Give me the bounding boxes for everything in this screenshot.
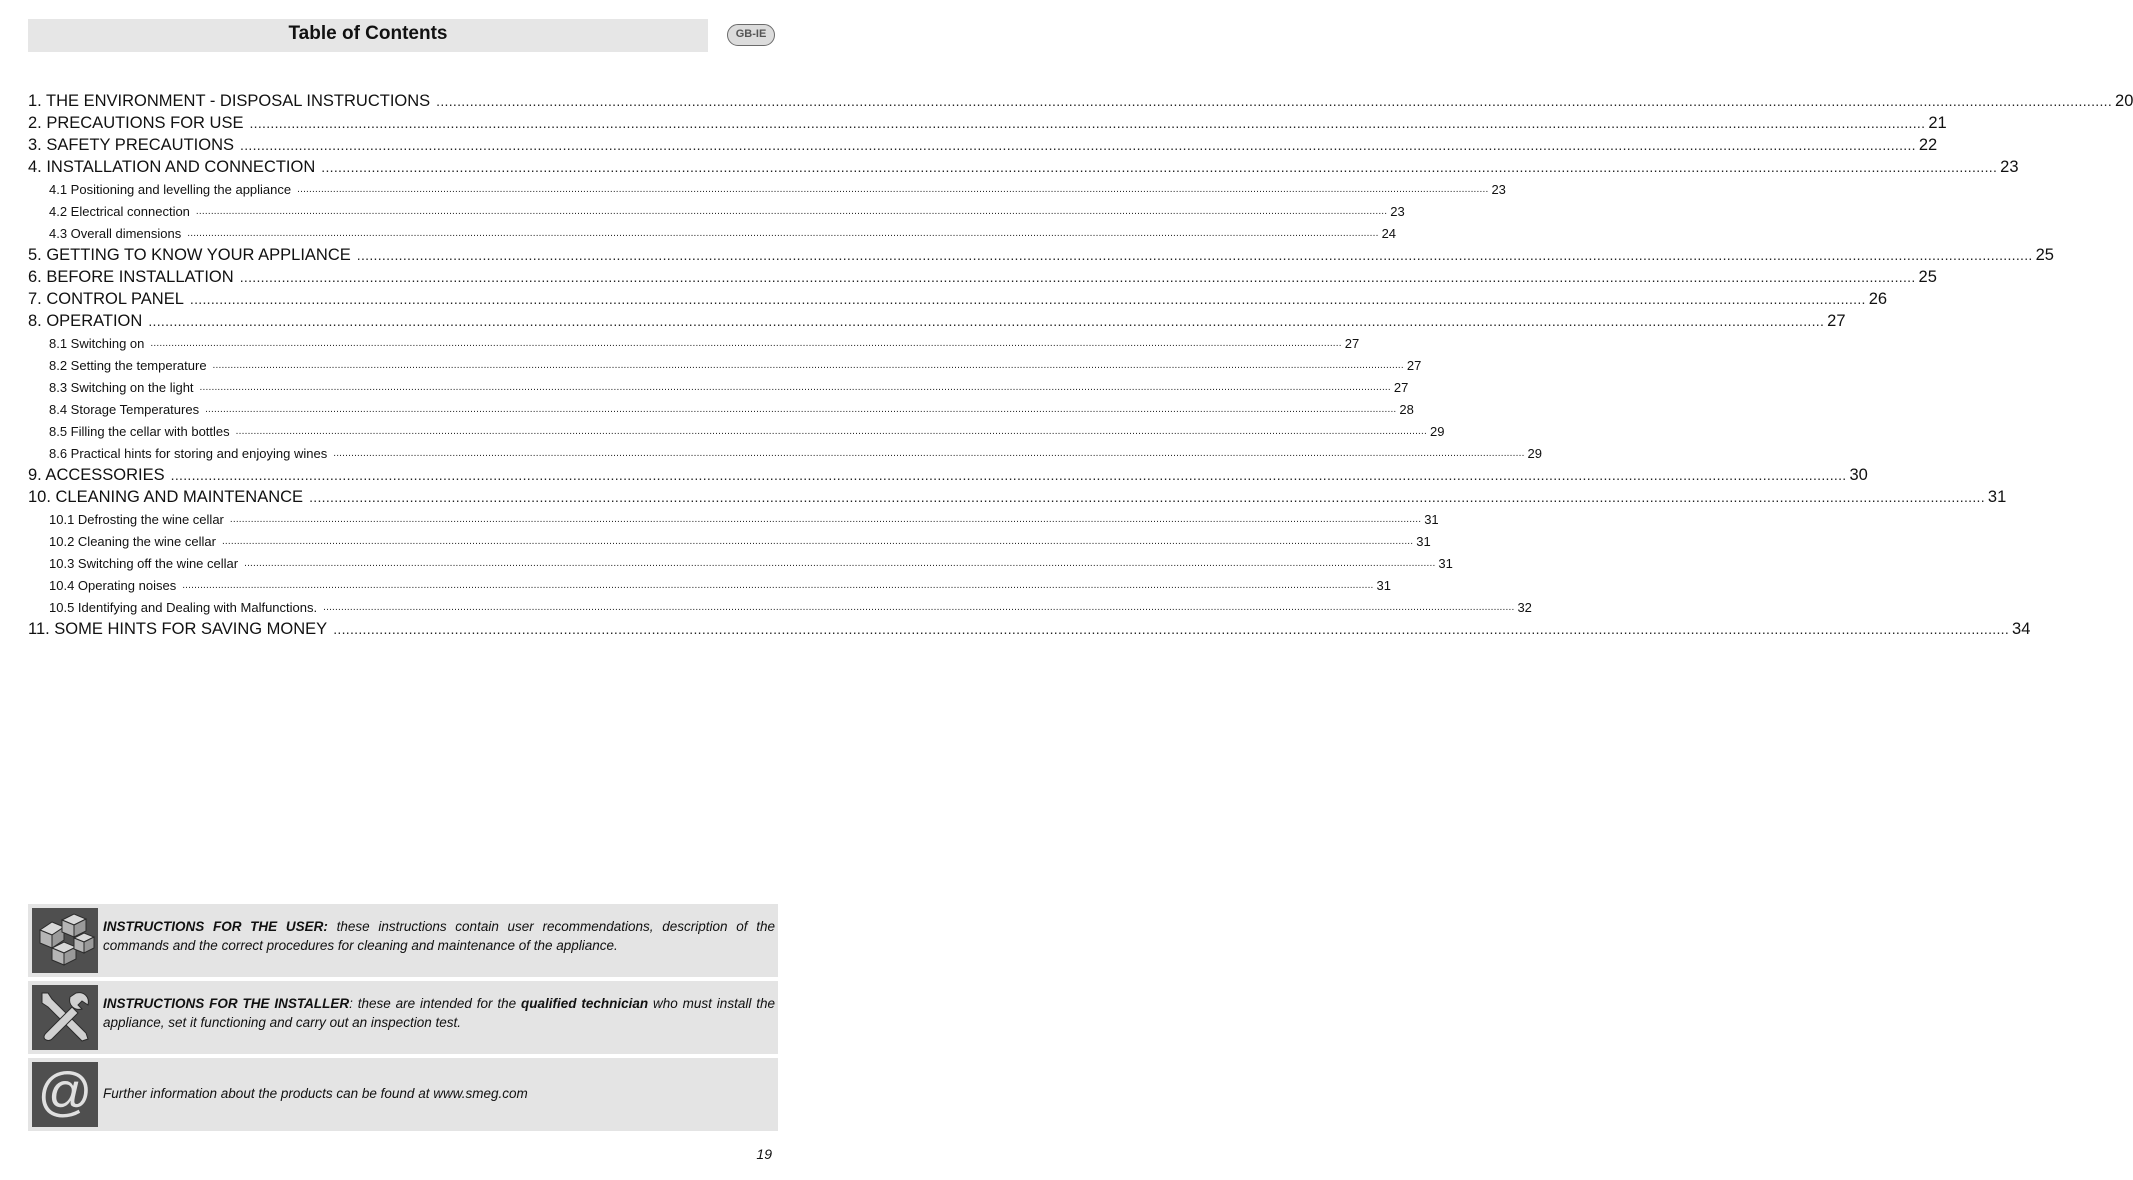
user-instructions-body: these instructions contain user recommendations, description of the commands and the correct procedures for cleaning and maintenance of the appliance. [103, 919, 775, 953]
installer-instructions-heading: INSTRUCTIONS FOR THE INSTALLER [103, 996, 350, 1011]
toc-chapter-entry [28, 486, 2007, 508]
toc-chapter-entry [28, 464, 1868, 486]
toc-dot-leader: ................................................................................................................................................................................................................................................................................................................................................................................................................ [333, 621, 2010, 637]
toc-chapter-entry [28, 244, 2054, 266]
toc-chapter-entry [28, 618, 2031, 640]
toc-entry-label: 4. INSTALLATION AND CONNECTION [28, 158, 316, 176]
toc-entry-label: 7. CONTROL PANEL [28, 290, 184, 308]
toc-entry-label: 4.1 Positioning and levelling the appliance [49, 182, 292, 197]
wrench-screwdriver-icon [32, 985, 98, 1050]
toc-dot-leader: ................................................................................................................................................................................................................................................................................................................................................................................................................ [229, 514, 1422, 525]
toc-dot-leader: ................................................................................................................................................................................................................................................................................................................................................................................................................ [356, 247, 2033, 263]
toc-entry-page: 31 [1376, 578, 1391, 593]
toc-entry-label: 8.3 Switching on the light [49, 380, 194, 395]
toc-entry-label: 10.1 Defrosting the wine cellar [49, 512, 224, 527]
toc-dot-leader: ................................................................................................................................................................................................................................................................................................................................................................................................................ [170, 467, 1847, 483]
toc-dot-leader: ................................................................................................................................................................................................................................................................................................................................................................................................................ [333, 448, 1525, 459]
toc-entry-page: 31 [1438, 556, 1453, 571]
toc-dot-leader: ................................................................................................................................................................................................................................................................................................................................................................................................................ [297, 184, 1489, 195]
toc-section-entry [28, 442, 1543, 464]
toc-entry-page: 20 [2115, 92, 2133, 110]
toc-section-entry [28, 596, 1532, 618]
toc-chapter-entry [28, 90, 2133, 112]
at-sign-icon [32, 1062, 98, 1127]
toc-entry-label: 8.6 Practical hints for storing and enjoying wines [49, 446, 328, 461]
toc-entry-label: 10. CLEANING AND MAINTENANCE [28, 488, 304, 506]
toc-dot-leader: ................................................................................................................................................................................................................................................................................................................................................................................................................ [436, 93, 2113, 109]
toc-section-entry [28, 398, 1414, 420]
toc-dot-leader: ................................................................................................................................................................................................................................................................................................................................................................................................................ [189, 291, 1866, 307]
toc-entry-page: 26 [1868, 290, 1888, 308]
user-instructions-text [103, 917, 775, 955]
ice-cubes-icon [32, 908, 98, 973]
toc-entry-label: 8.5 Filling the cellar with bottles [49, 424, 230, 439]
toc-entry-page: 31 [1416, 534, 1431, 549]
toc-entry-label: 1. THE ENVIRONMENT - DISPOSAL INSTRUCTIONS [28, 92, 431, 110]
toc-section-entry [28, 376, 1409, 398]
toc-dot-leader: ................................................................................................................................................................................................................................................................................................................................................................................................................ [240, 137, 1916, 153]
toc-chapter-entry [28, 112, 1947, 134]
toc-entry-page: 29 [1527, 446, 1543, 461]
toc-dot-leader: ................................................................................................................................................................................................................................................................................................................................................................................................................ [321, 159, 1998, 175]
toc-entry-page: 25 [1918, 268, 1937, 286]
toc-entry-page: 31 [1424, 512, 1439, 527]
toc-entry-label: 10.5 Identifying and Dealing with Malfunctions. [49, 600, 318, 615]
toc-entry-label: 11. SOME HINTS FOR SAVING MONEY [28, 620, 328, 638]
toc-section-entry [28, 354, 1422, 376]
toc-entry-page: 23 [2000, 158, 2019, 176]
toc-dot-leader: ................................................................................................................................................................................................................................................................................................................................................................................................................ [212, 360, 1404, 371]
toc-dot-leader: ................................................................................................................................................................................................................................................................................................................................................................................................................ [244, 558, 1436, 569]
toc-section-entry [28, 200, 1405, 222]
toc-entry-label: 2. PRECAUTIONS FOR USE [28, 114, 244, 132]
toc-entry-page: 25 [2035, 246, 2054, 264]
toc-entry-label: 4.3 Overall dimensions [49, 226, 182, 241]
toc-section-entry [28, 508, 1439, 530]
toc-section-entry [28, 420, 1445, 442]
installer-instructions-body-1: : these are intended for the [349, 996, 521, 1011]
toc-entry-label: 10.2 Cleaning the wine cellar [49, 534, 216, 549]
toc-dot-leader: ................................................................................................................................................................................................................................................................................................................................................................................................................ [199, 382, 1391, 393]
toc-entry-page: 27 [1344, 336, 1360, 351]
web-info-text: Further information about the products can be found at www.smeg.com [103, 1086, 528, 1101]
toc-chapter-entry [28, 134, 1938, 156]
toc-dot-leader: ................................................................................................................................................................................................................................................................................................................................................................................................................ [150, 338, 1342, 349]
toc-entry-page: 23 [1390, 204, 1405, 219]
toc-entry-label: 10.4 Operating noises [49, 578, 177, 593]
toc-entry-label: 8.4 Storage Temperatures [49, 402, 200, 417]
toc-entry-page: 27 [1393, 380, 1409, 395]
toc-dot-leader: ................................................................................................................................................................................................................................................................................................................................................................................................................ [309, 489, 1985, 505]
at-sign-glyph: @ [37, 1062, 93, 1122]
toc-dot-leader: ................................................................................................................................................................................................................................................................................................................................................................................................................ [249, 115, 1926, 131]
toc-entry-page: 24 [1381, 226, 1397, 241]
toc-entry-page: 27 [1406, 358, 1422, 373]
toc-dot-leader: ................................................................................................................................................................................................................................................................................................................................................................................................................ [235, 426, 1427, 437]
installer-instructions-text [103, 994, 775, 1032]
toc-entry-page: 30 [1849, 466, 1868, 484]
table-of-contents [28, 90, 2133, 640]
web-info-box [28, 1058, 778, 1131]
toc-entry-page: 22 [1918, 136, 1938, 154]
toc-section-entry [28, 530, 1431, 552]
toc-entry-page: 29 [1429, 424, 1445, 439]
toc-entry-page: 31 [1987, 488, 2007, 506]
toc-section-entry [28, 574, 1391, 596]
toc-entry-label: 4.2 Electrical connection [49, 204, 190, 219]
toc-entry-label: 8.1 Switching on [49, 336, 145, 351]
toc-entry-label: 5. GETTING TO KNOW YOUR APPLIANCE [28, 246, 351, 264]
toc-entry-label: 3. SAFETY PRECAUTIONS [28, 136, 234, 154]
toc-dot-leader: ................................................................................................................................................................................................................................................................................................................................................................................................................ [205, 404, 1397, 415]
toc-entry-label: 8.2 Setting the temperature [49, 358, 207, 373]
toc-section-entry [28, 552, 1453, 574]
toc-dot-leader: ................................................................................................................................................................................................................................................................................................................................................................................................................ [195, 206, 1388, 217]
toc-entry-page: 28 [1399, 402, 1414, 417]
toc-chapter-entry [28, 310, 1846, 332]
toc-section-entry [28, 222, 1397, 244]
toc-dot-leader: ................................................................................................................................................................................................................................................................................................................................................................................................................ [323, 602, 1515, 613]
toc-entry-label: 8. OPERATION [28, 312, 143, 330]
toc-section-entry [28, 178, 1506, 200]
page-title: Table of Contents [288, 23, 448, 44]
toc-section-entry [28, 332, 1360, 354]
toc-entry-page: 34 [2012, 620, 2031, 638]
toc-chapter-entry [28, 266, 1937, 288]
user-instructions-heading: INSTRUCTIONS FOR THE USER: [103, 919, 328, 934]
toc-entry-label: 6. BEFORE INSTALLATION [28, 268, 234, 286]
toc-entry-page: 27 [1827, 312, 1846, 330]
toc-dot-leader: ................................................................................................................................................................................................................................................................................................................................................................................................................ [187, 228, 1379, 239]
page-number: 19 [756, 1146, 772, 1162]
installer-instructions-body-2: who must install the appliance, set it functioning and carry out an inspection test. [103, 996, 775, 1030]
user-instructions-box [28, 904, 778, 977]
toc-dot-leader: ................................................................................................................................................................................................................................................................................................................................................................................................................ [239, 269, 1916, 285]
toc-entry-page: 23 [1491, 182, 1506, 197]
language-badge: GB-IE [727, 24, 775, 46]
toc-dot-leader: ................................................................................................................................................................................................................................................................................................................................................................................................................ [221, 536, 1414, 547]
toc-entry-label: 9. ACCESSORIES [28, 466, 165, 484]
installer-instructions-emphasis: qualified technician [521, 996, 649, 1011]
toc-entry-page: 21 [1928, 114, 1947, 132]
toc-chapter-entry [28, 156, 2019, 178]
installer-instructions-box [28, 981, 778, 1054]
toc-dot-leader: ................................................................................................................................................................................................................................................................................................................................................................................................................ [148, 313, 1825, 329]
toc-dot-leader: ................................................................................................................................................................................................................................................................................................................................................................................................................ [182, 580, 1374, 591]
toc-entry-label: 10.3 Switching off the wine cellar [49, 556, 239, 571]
toc-chapter-entry [28, 288, 1888, 310]
toc-entry-page: 32 [1517, 600, 1532, 615]
